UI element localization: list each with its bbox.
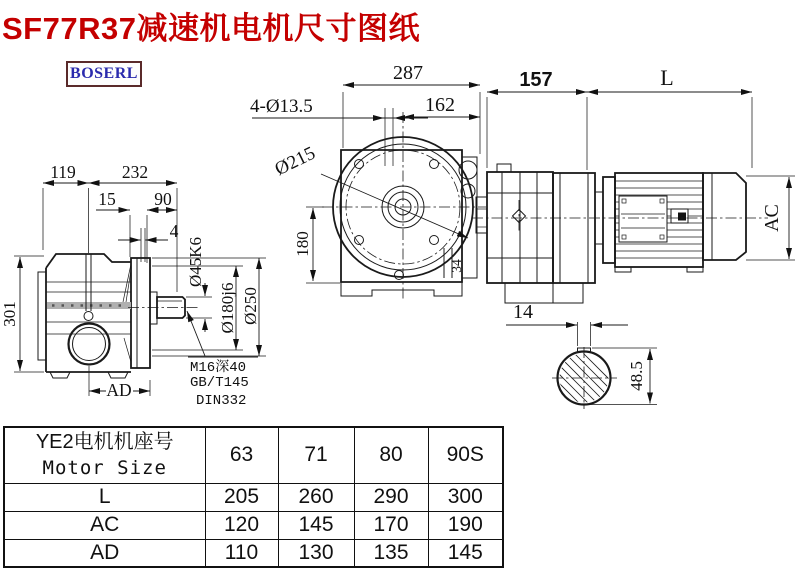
dim-90: 90 bbox=[154, 189, 172, 209]
dim-flange-od: Ø250 bbox=[241, 287, 260, 325]
table-row-l bbox=[4, 483, 503, 511]
table-header-en: Motor Size bbox=[42, 457, 167, 480]
cell-l-71: 260 bbox=[278, 483, 354, 511]
dim-4: 4 bbox=[169, 221, 179, 241]
note-tap-hole: M16深40 bbox=[190, 360, 247, 376]
dim-232: 232 bbox=[121, 162, 149, 182]
cell-l-63: 205 bbox=[205, 483, 278, 511]
dim-spigot-diameter: Ø180j6 bbox=[218, 282, 237, 334]
cell-ac-63: 120 bbox=[205, 511, 278, 539]
cell-l-90s: 300 bbox=[428, 483, 503, 511]
table-row-ac bbox=[4, 511, 503, 539]
col-header-80: 80 bbox=[354, 427, 428, 483]
dim-301: 301 bbox=[0, 301, 19, 327]
cell-ac-71: 145 bbox=[278, 511, 354, 539]
page-title: SF77R37减速机电机尺寸图纸 bbox=[2, 11, 420, 46]
col-header-90s: 90S bbox=[428, 427, 503, 483]
col-header-71: 71 bbox=[278, 427, 354, 483]
side-view bbox=[0, 162, 266, 409]
dim-motor-length: L bbox=[660, 65, 674, 90]
cell-ad-71: 130 bbox=[278, 539, 354, 567]
note-standard-din: DIN332 bbox=[196, 393, 247, 409]
dim-key-height: 48.5 bbox=[627, 361, 646, 391]
dim-shaft-diameter: Ø45K6 bbox=[186, 236, 205, 288]
fan-cover bbox=[703, 173, 746, 260]
cell-ad-90s: 145 bbox=[428, 539, 503, 567]
row-label-l: L bbox=[4, 483, 205, 511]
dim-287: 287 bbox=[393, 62, 423, 84]
note-standard-gb: GB/T145 bbox=[190, 375, 249, 391]
dim-162: 162 bbox=[425, 94, 455, 116]
table-row-ad bbox=[4, 539, 503, 567]
dim-34: 34 bbox=[449, 259, 464, 273]
shaft-section-view bbox=[506, 301, 657, 420]
dim-180: 180 bbox=[293, 231, 312, 257]
table-header-motor-size bbox=[4, 427, 205, 483]
dim-flange-holes: 4-Ø13.5 bbox=[250, 96, 313, 117]
row-label-ac: AC bbox=[4, 511, 205, 539]
table-header-cn: YE2电机机座号 bbox=[35, 431, 174, 454]
inspection-opening bbox=[69, 324, 110, 365]
col-header-63: 63 bbox=[205, 427, 278, 483]
dim-key-width: 14 bbox=[513, 301, 533, 323]
cell-ad-63: 110 bbox=[205, 539, 278, 567]
dim-motor-diameter: AC bbox=[761, 204, 783, 232]
brand-logo: BOSERL bbox=[66, 61, 142, 87]
assembly-view bbox=[472, 65, 795, 303]
dim-119: 119 bbox=[50, 162, 76, 182]
dim-ad: AD bbox=[106, 380, 132, 400]
row-label-ad: AD bbox=[4, 539, 205, 567]
front-view bbox=[250, 62, 486, 300]
dim-flange-diameter: Ø215 bbox=[271, 142, 319, 181]
cell-l-80: 290 bbox=[354, 483, 428, 511]
motor-size-table bbox=[3, 426, 504, 568]
oil-level-band bbox=[47, 302, 131, 309]
cell-ac-80: 170 bbox=[354, 511, 428, 539]
cell-ad-80: 135 bbox=[354, 539, 428, 567]
dim-15: 15 bbox=[98, 189, 116, 209]
cell-ac-90s: 190 bbox=[428, 511, 503, 539]
motor-adapter bbox=[553, 173, 595, 283]
dim-157: 157 bbox=[519, 69, 553, 91]
